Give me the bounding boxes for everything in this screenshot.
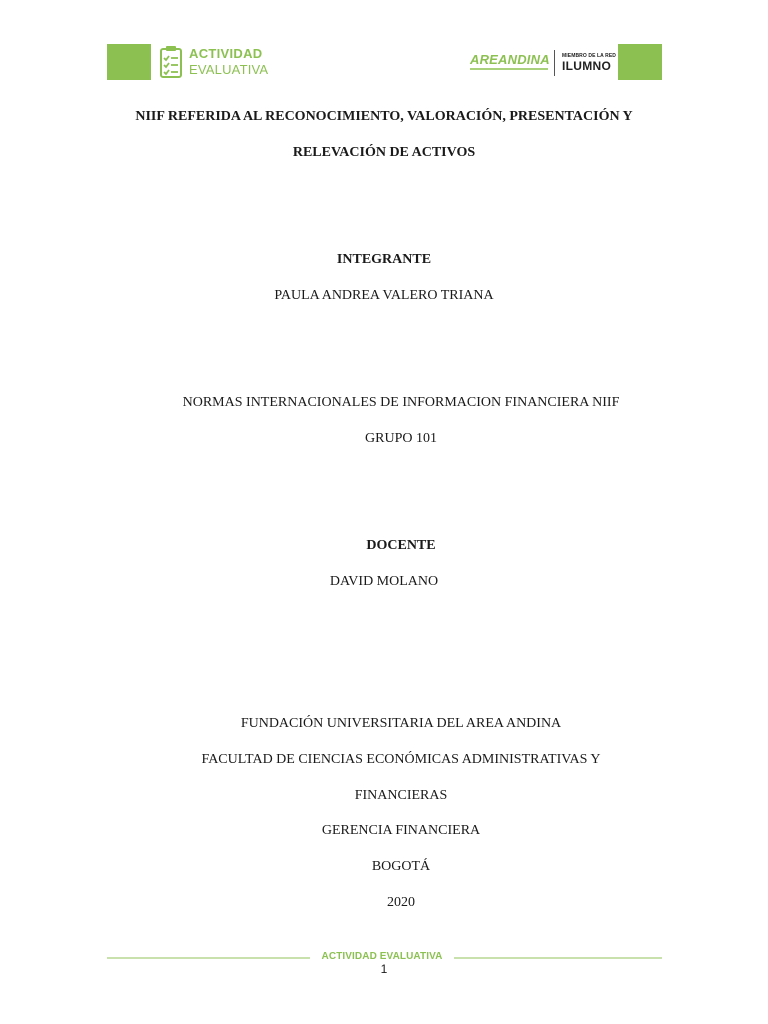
page-number: 1 bbox=[380, 962, 388, 976]
faculty-line2: FINANCIERAS bbox=[354, 788, 448, 803]
green-block bbox=[107, 44, 151, 80]
integrante-name: PAULA ANDREA VALERO TRIANA bbox=[274, 288, 494, 303]
footer-rule-left bbox=[107, 957, 310, 959]
clipboard-checklist-icon bbox=[159, 45, 183, 79]
footer-label: ACTIVIDAD EVALUATIVA bbox=[321, 951, 443, 962]
document-title-line1: NIIF REFERIDA AL RECONOCIMIENTO, VALORACIÓN, PRESENTACIÓN Y bbox=[135, 109, 633, 124]
institution-logo bbox=[468, 44, 662, 80]
university-name: FUNDACIÓN UNIVERSITARIA DEL AREA ANDINA bbox=[240, 716, 562, 731]
ilumno-logo: ILUMNO bbox=[562, 59, 612, 73]
document-title-line2: RELEVACIÓN DE ACTIVOS bbox=[292, 145, 476, 160]
areandina-logo: AREANDINA bbox=[470, 52, 550, 67]
footer-rule-right bbox=[454, 957, 662, 959]
year: 2020 bbox=[387, 895, 415, 910]
green-block bbox=[618, 44, 662, 80]
docente-name: DAVID MOLANO bbox=[329, 574, 439, 589]
integrante-label: INTEGRANTE bbox=[336, 252, 432, 267]
badge-title-line1: ACTIVIDAD bbox=[189, 46, 263, 61]
faculty-line1: FACULTAD DE CIENCIAS ECONÓMICAS ADMINISTRATIVAS Y bbox=[201, 752, 601, 767]
course-name: NORMAS INTERNACIONALES DE INFORMACION FINANCIERA NIIF bbox=[182, 395, 620, 410]
program-name: GERENCIA FINANCIERA bbox=[321, 823, 481, 838]
course-group: GRUPO 101 bbox=[365, 431, 437, 446]
areandina-logo-tagline bbox=[470, 68, 548, 70]
city: BOGOTÁ bbox=[371, 859, 431, 874]
activity-badge bbox=[107, 44, 279, 80]
docente-label: DOCENTE bbox=[366, 538, 436, 553]
badge-title-line2: EVALUATIVA bbox=[189, 62, 269, 77]
ilumno-logo-tagline: MIEMBRO DE LA RED bbox=[562, 53, 617, 59]
logo-divider bbox=[554, 50, 555, 76]
